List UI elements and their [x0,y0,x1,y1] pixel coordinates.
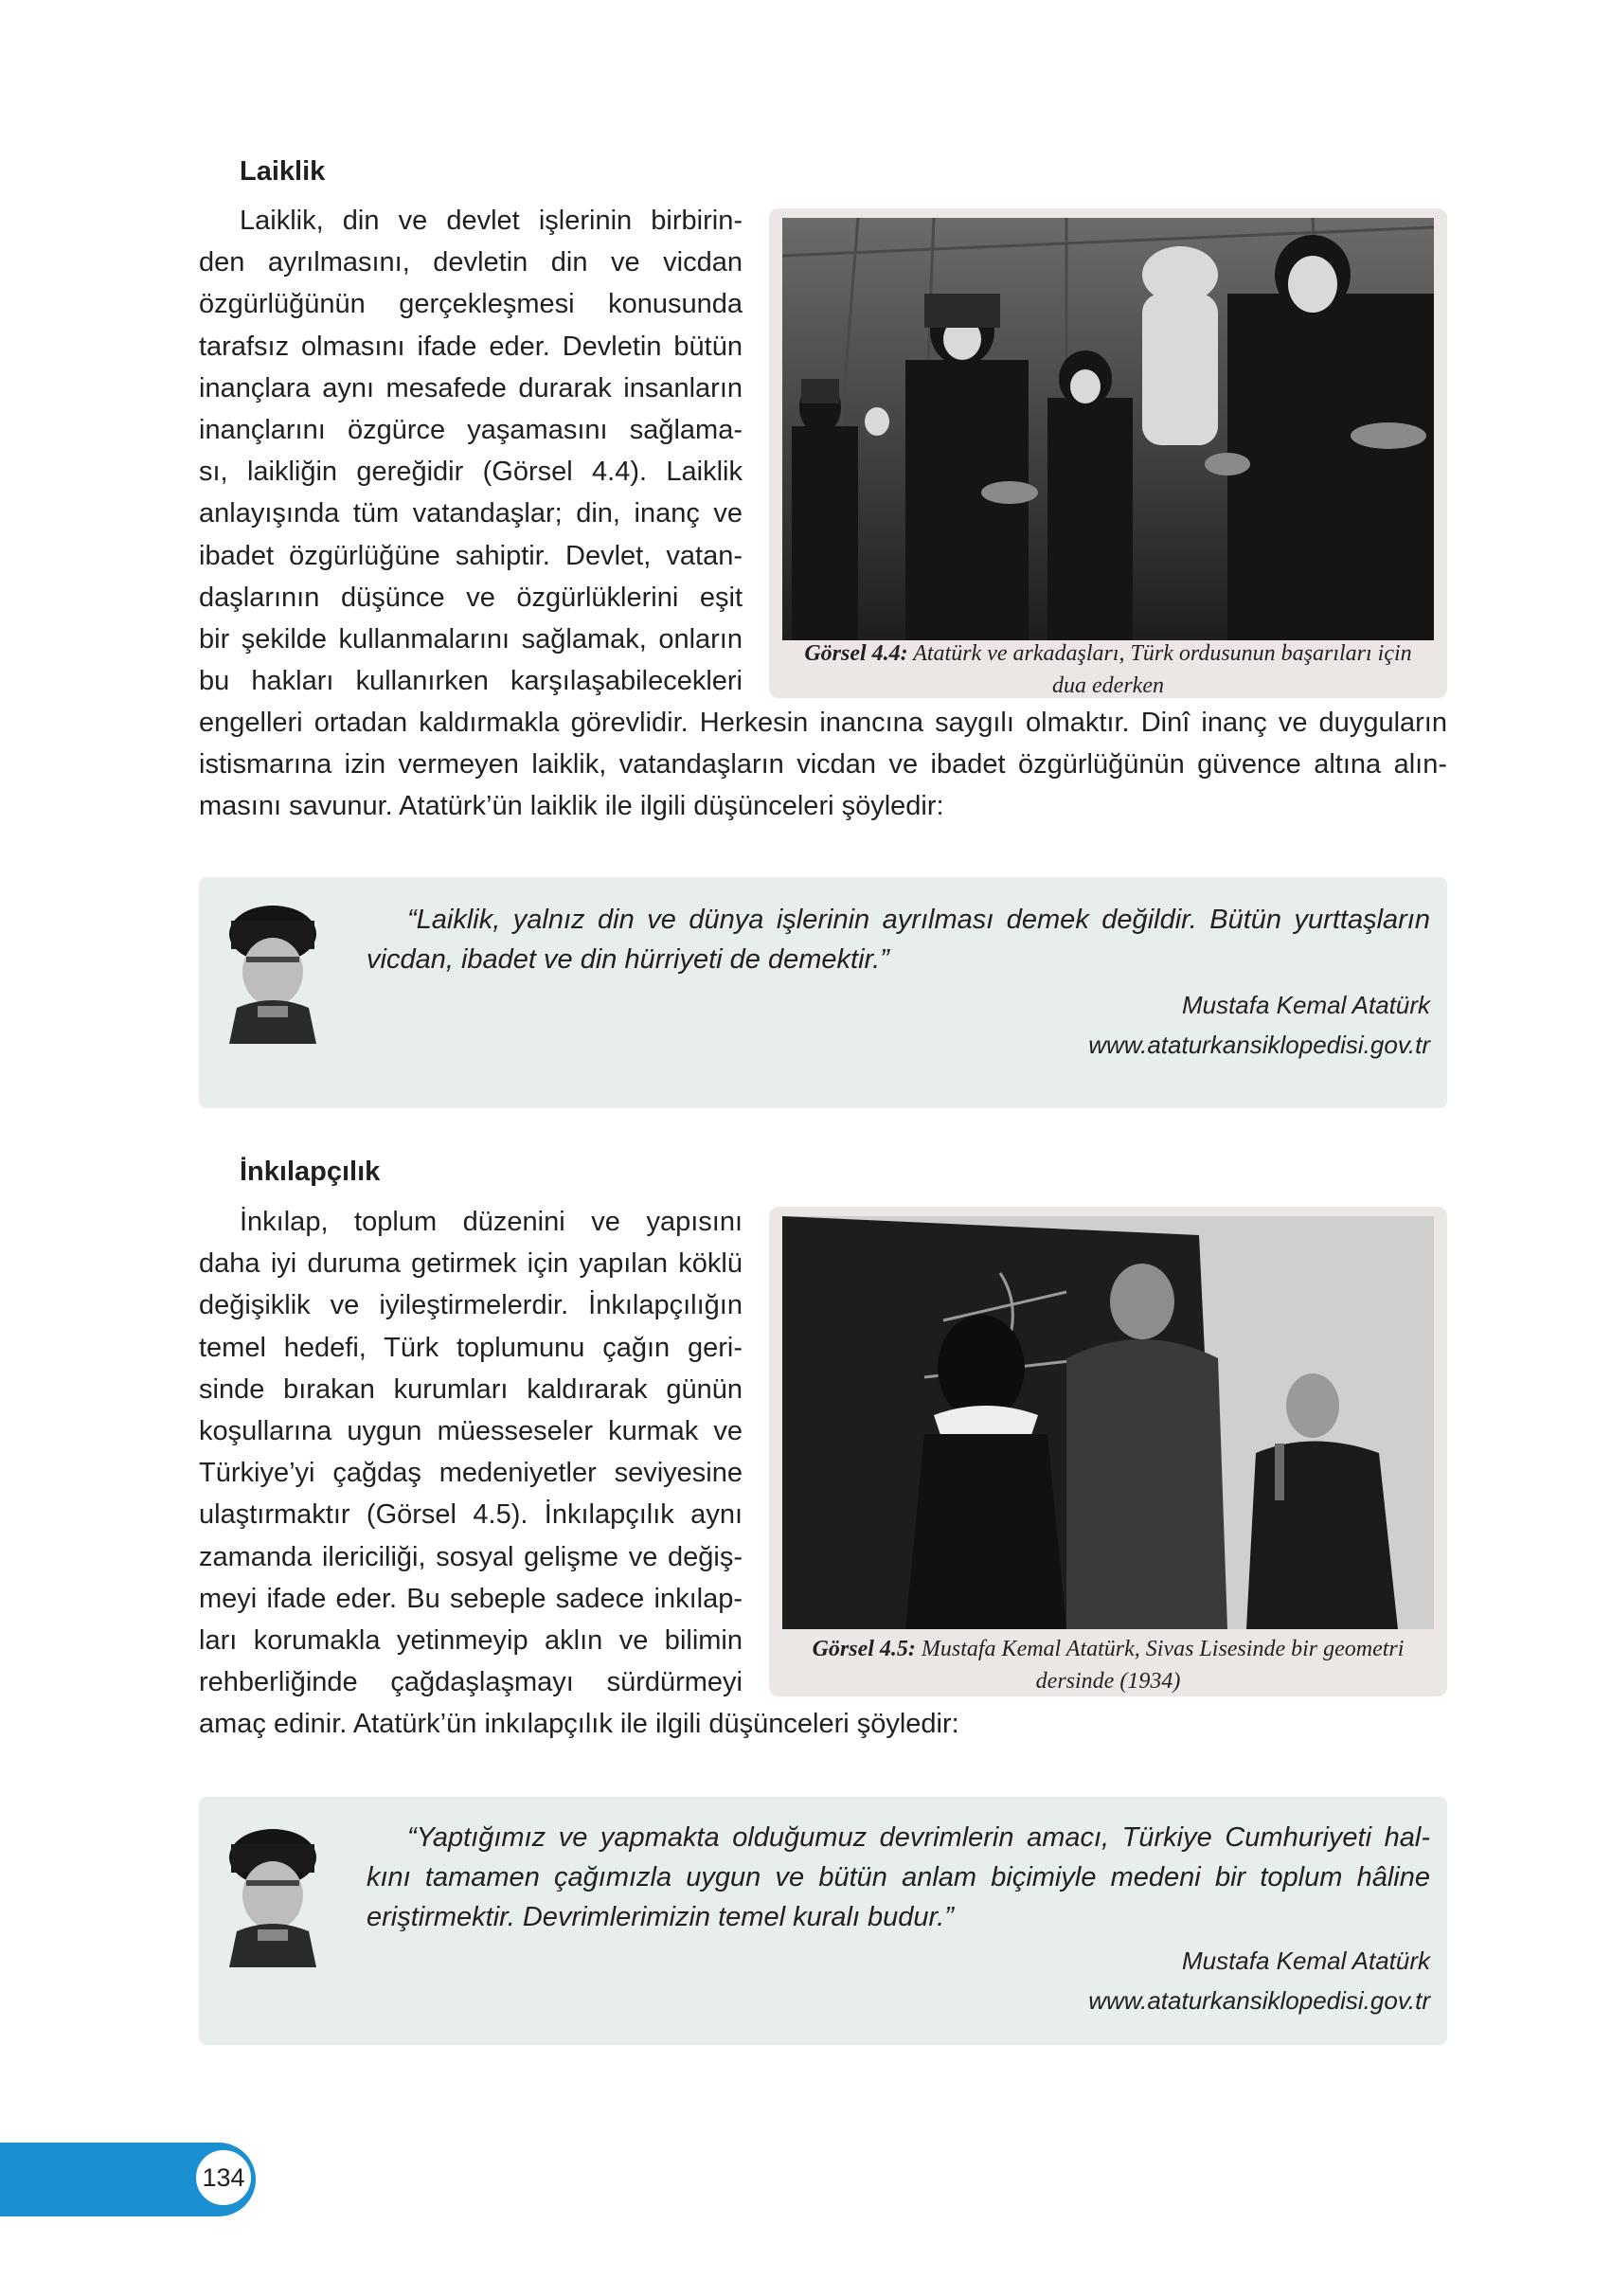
text-line: ulaştırmaktır (Görsel 4.5). İnkılapçılık aynı [199,1499,743,1531]
paragraph-laiklik-wrapped [199,200,743,702]
quote-text-laiklik [367,900,1430,979]
caption-text: Atatürk ve arkadaşları, Türk ordusunun başarıları için [907,641,1412,666]
photo-ataturk-prayer [782,218,1434,640]
text-line: zamanda ilericiliği, sosyal gelişme ve değiş- [199,1541,743,1572]
text-line: Laiklik, din ve devlet işlerinin birbirin- [240,206,743,236]
figure-4-4 [769,208,1447,698]
text-line: engelleri ortadan kaldırmakla görevlidir. Herkesin inancına saygılı olmaktır. Dinî inanç ve duyguların [199,708,1447,738]
quote-source: www.ataturkansiklopedisi.gov.tr [1088,1031,1430,1059]
text-line: masını savunur. Atatürk’ün laiklik ile ilgili düşünceleri şöyledir: [199,791,944,822]
caption-text: Mustafa Kemal Atatürk, Sivas Lisesinde bir geometri [915,1637,1405,1661]
text-line: ları korumakla yetinmeyip aklın ve bilimin [199,1625,743,1657]
text-line: tarafsız olmasını ifade eder. Devletin bütün [199,331,743,362]
quote-line: “Yaptığımız ve yapmakta olduğumuz devrimlerin amacı, Türkiye Cumhuriyeti hal- [407,1822,1430,1853]
text-line: daha iyi duruma getirmek için yapılan köklü [199,1248,743,1280]
ataturk-portrait-icon [220,1825,326,1972]
quote-text-inkilapcilik [367,1818,1430,1937]
text-line: den ayrılmasını, devletin din ve vicdan [199,247,743,278]
quote-author: Mustafa Kemal Atatürk [1181,1946,1430,1975]
text-line: değişiklik ve iyileştirmelerdir. İnkılapçılığın [199,1290,743,1321]
text-line: istismarına izin vermeyen laiklik, vatandaşların vicdan ve ibadet özgürlüğünün güvence altına alın- [199,749,1447,780]
text-line: daşlarının düşünce ve özgürlüklerini eşit [199,582,743,613]
text-line: meyi ifade eder. Bu sebeple sadece inkılap- [199,1583,743,1614]
text-line: Türkiye’yi çağdaş medeniyetler seviyesine [199,1458,743,1489]
text-line: ibadet özgürlüğüne sahiptir. Devlet, vatan- [199,540,743,571]
caption-text-line2: dersinde (1934) [1035,1669,1181,1694]
text-line: İnkılap, toplum düzenini ve yapısını [240,1207,743,1237]
quote-line: eriştirmektir. Devrimlerimizin temel kuralı budur.” [367,1902,954,1932]
figure-4-5 [769,1207,1447,1696]
quote-box-inkilapcilik [199,1797,1447,2045]
photo-geometry-lesson [782,1216,1434,1629]
text-line: sı, laikliğin gereğidir (Görsel 4.4). Laiklik [199,457,743,488]
page-number: 134 [192,2146,255,2209]
text-line: rehberliğinde çağdaşlaşmayı sürdürmeyi [199,1667,743,1698]
figure-4-5-caption [769,1633,1447,1697]
quote-line: “Laiklik, yalnız din ve dünya işlerinin ayrılması demek değildir. Bütün yurttaşların [407,905,1430,935]
text-line: inançlarını özgürce yaşamasını sağlama- [199,415,743,446]
paragraph-laiklik-full [199,702,1447,828]
text-line: anlayışında tüm vatandaşlar; din, inanç ve [199,498,743,529]
quote-source: www.ataturkansiklopedisi.gov.tr [1088,1986,1430,2015]
quote-line: vicdan, ibadet ve din hürriyeti de demektir.” [367,944,889,975]
text-line: özgürlüğünün gerçekleşmesi konusunda [199,289,743,320]
caption-label: Görsel 4.5: [812,1637,916,1661]
paragraph-inkilapcilik-wrapped [199,1201,743,1703]
text-line: amaç edinir. Atatürk’ün inkılapçılık ile ilgili düşünceleri şöyledir: [199,1709,959,1739]
figure-4-4-caption [769,637,1447,702]
quote-box-laiklik [199,877,1447,1108]
text-line: sinde bırakan kurumları kaldırarak günün [199,1373,743,1405]
text-line: koşullarına uygun müesseseler kurmak ve [199,1416,743,1447]
heading-inkilapcilik: İnkılapçılık [240,1157,381,1187]
caption-text-line2: dua ederken [1052,673,1164,698]
photo-ataturk-prayer-image [782,218,1434,640]
text-line: bir şekilde kullanmalarını sağlamak, onların [199,624,743,655]
caption-label: Görsel 4.4: [804,641,908,666]
text-line: temel hedefi, Türk toplumunu çağın geri- [199,1332,743,1363]
text-line: inançlara aynı mesafede durarak insanların [199,372,743,404]
ataturk-portrait-icon [220,902,326,1049]
quote-author: Mustafa Kemal Atatürk [1181,991,1430,1019]
quote-line: kını tamamen çağımızla uygun ve bütün anlam biçimiyle medeni bir toplum hâline [367,1862,1430,1892]
photo-geometry-lesson-image [782,1216,1434,1629]
heading-laiklik: Laiklik [240,156,326,187]
text-line: bu hakları kullanırken karşılaşabilecekleri [199,666,743,697]
paragraph-inkilapcilik-full [199,1703,1447,1745]
